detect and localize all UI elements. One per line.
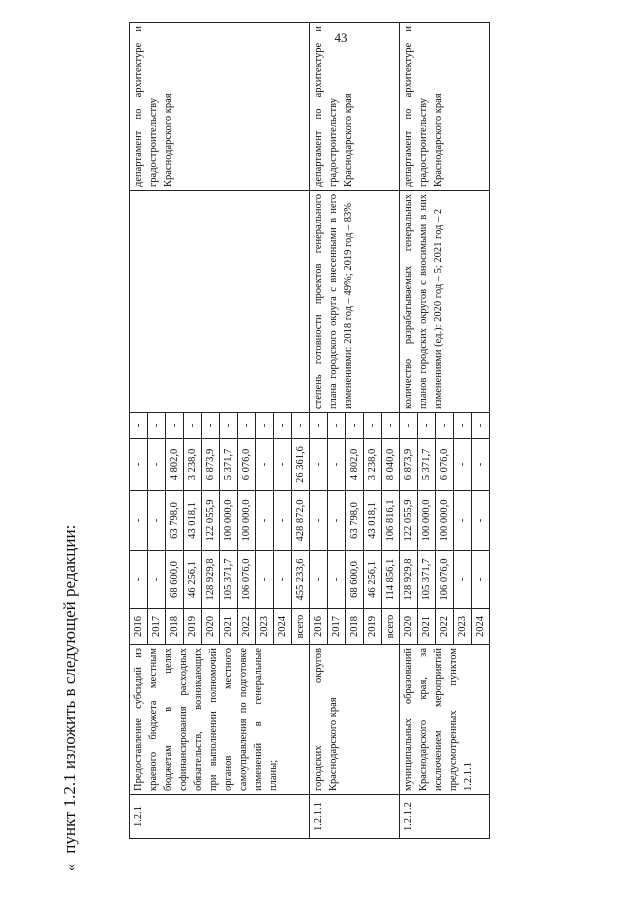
total-amount-cell: 68 600,0 [166,551,184,609]
regional-amount-cell: - [328,439,346,491]
federal-amount-cell: 100 000,0 [220,491,238,551]
year-cell: 2021 [220,609,238,645]
local-amount-cell: - [274,413,292,439]
year-cell: 2022 [436,609,454,645]
measure-code: 1.2.1.2 [400,795,490,839]
total-amount-cell: 46 256,1 [184,551,202,609]
heading-text: пункт 1.2.1 изложить в следующей редакции: [60,524,79,854]
year-cell: 2017 [148,609,166,645]
regional-amount-cell: - [130,439,148,491]
year-cell: 2019 [184,609,202,645]
year-cell: 2016 [310,609,328,645]
indicator-cell [130,191,310,413]
local-amount-cell: - [166,413,184,439]
local-amount-cell: - [436,413,454,439]
total-amount-cell: - [256,551,274,609]
year-cell: 2023 [256,609,274,645]
federal-amount-cell: 122 055,9 [400,491,418,551]
local-amount-cell: - [238,413,256,439]
local-amount-cell: - [220,413,238,439]
regional-amount-cell: - [256,439,274,491]
measure-code: 1.2.1 [130,795,310,839]
regional-amount-cell: - [310,439,328,491]
regional-amount-cell: 6 873,9 [202,439,220,491]
total-amount-cell: 46 256,1 [364,551,382,609]
local-amount-cell: - [400,413,418,439]
regional-amount-cell: 6 076,0 [238,439,256,491]
year-cell: 2018 [346,609,364,645]
regional-amount-cell: 6 873,9 [400,439,418,491]
indicator-cell: степень готовности проектов генерального плана городского округа с внесенными в него изменениями: 2018 год – 49%; 2019 год – 83% [310,191,400,413]
federal-amount-cell: - [472,491,490,551]
total-amount-cell: 106 076,0 [436,551,454,609]
local-amount-cell: - [310,413,328,439]
total-amount-cell: - [472,551,490,609]
page-number: 43 [334,30,348,45]
total-amount-cell: - [310,551,328,609]
total-amount-cell: - [328,551,346,609]
local-amount-cell: - [454,413,472,439]
total-amount-cell: 105 371,7 [220,551,238,609]
year-cell: 2019 [364,609,382,645]
total-amount-cell: - [274,551,292,609]
regional-amount-cell: - [148,439,166,491]
year-cell: всего [292,609,310,645]
indicator-cell: количество разрабатываемых генеральных планов городских округов с вносимыми в них изменениями (ед.): 2020 год – 5; 2021 год – 2 [400,191,490,413]
federal-amount-cell: 122 055,9 [202,491,220,551]
executor-cell: департамент по архитектуре и градостроительству Краснодарского края [310,23,400,191]
total-amount-cell: - [130,551,148,609]
opening-quote-mark: « [64,864,79,871]
regional-amount-cell: 6 076,0 [436,439,454,491]
table-row [130,23,148,839]
federal-amount-cell: 428 872,0 [292,491,310,551]
federal-amount-cell: 106 816,1 [382,491,400,551]
local-amount-cell: - [418,413,436,439]
year-cell: 2017 [328,609,346,645]
regional-amount-cell: 26 361,6 [292,439,310,491]
federal-amount-cell: - [256,491,274,551]
measure-name: городских округов Краснодарского края [310,645,400,795]
regional-amount-cell: 3 238,0 [364,439,382,491]
total-amount-cell: 455 233,6 [292,551,310,609]
local-amount-cell: - [472,413,490,439]
year-cell: 2016 [130,609,148,645]
year-cell: 2022 [238,609,256,645]
rotated-page-content [60,23,620,871]
local-amount-cell: - [202,413,220,439]
federal-amount-cell: 100 000,0 [436,491,454,551]
total-amount-cell: - [454,551,472,609]
federal-amount-cell: 63 798,0 [166,491,184,551]
federal-amount-cell: - [274,491,292,551]
total-amount-cell: 68 600,0 [346,551,364,609]
federal-amount-cell: 63 798,0 [346,491,364,551]
local-amount-cell: - [130,413,148,439]
local-amount-cell: - [328,413,346,439]
table-row [400,23,418,839]
measure-code: 1.2.1.1 [310,795,400,839]
measures-table [129,22,490,839]
federal-amount-cell: - [454,491,472,551]
federal-amount-cell: - [328,491,346,551]
regional-amount-cell: 4 802,0 [346,439,364,491]
local-amount-cell: - [364,413,382,439]
regional-amount-cell: 5 371,7 [418,439,436,491]
federal-amount-cell: 43 018,1 [184,491,202,551]
year-cell: 2020 [202,609,220,645]
total-amount-cell: 128 929,8 [400,551,418,609]
regional-amount-cell: - [472,439,490,491]
table-body [130,23,490,839]
federal-amount-cell: - [310,491,328,551]
regional-amount-cell: - [454,439,472,491]
year-cell: 2020 [400,609,418,645]
year-cell: 2023 [454,609,472,645]
regional-amount-cell: 3 238,0 [184,439,202,491]
total-amount-cell: 114 856,1 [382,551,400,609]
local-amount-cell: - [148,413,166,439]
regional-amount-cell: 4 802,0 [166,439,184,491]
local-amount-cell: - [184,413,202,439]
executor-cell: департамент по архитектуре и градостроительству Краснодарского края [130,23,310,191]
amendment-heading [60,525,80,871]
local-amount-cell: - [292,413,310,439]
year-cell: 2024 [472,609,490,645]
measure-name: муниципальных образований Краснодарского края, за исключением мероприятий предусмотренных пунктом 1.2.1.1 [400,645,490,795]
federal-amount-cell: 43 018,1 [364,491,382,551]
federal-amount-cell: - [130,491,148,551]
federal-amount-cell: 100 000,0 [238,491,256,551]
regional-amount-cell: - [274,439,292,491]
federal-amount-cell: 100 000,0 [418,491,436,551]
regional-amount-cell: 8 040,0 [382,439,400,491]
local-amount-cell: - [382,413,400,439]
regional-amount-cell: 5 371,7 [220,439,238,491]
local-amount-cell: - [256,413,274,439]
total-amount-cell: 128 929,8 [202,551,220,609]
year-cell: 2018 [166,609,184,645]
executor-cell: департамент по архитектуре и градостроительству Краснодарского края [400,23,490,191]
table-row [310,23,328,839]
total-amount-cell: 105 371,7 [418,551,436,609]
federal-amount-cell: - [148,491,166,551]
year-cell: 2021 [418,609,436,645]
year-cell: всего [382,609,400,645]
total-amount-cell: 106 076,0 [238,551,256,609]
local-amount-cell: - [346,413,364,439]
measure-name: Предоставление субсидий из краевого бюджета местным бюджетам в целях софинансирования расходных обязательств, возникающих при выполнении полномочий органов местного самоуправления по подготовке изменений в генеральные планы; [130,645,310,795]
year-cell: 2024 [274,609,292,645]
total-amount-cell: - [148,551,166,609]
